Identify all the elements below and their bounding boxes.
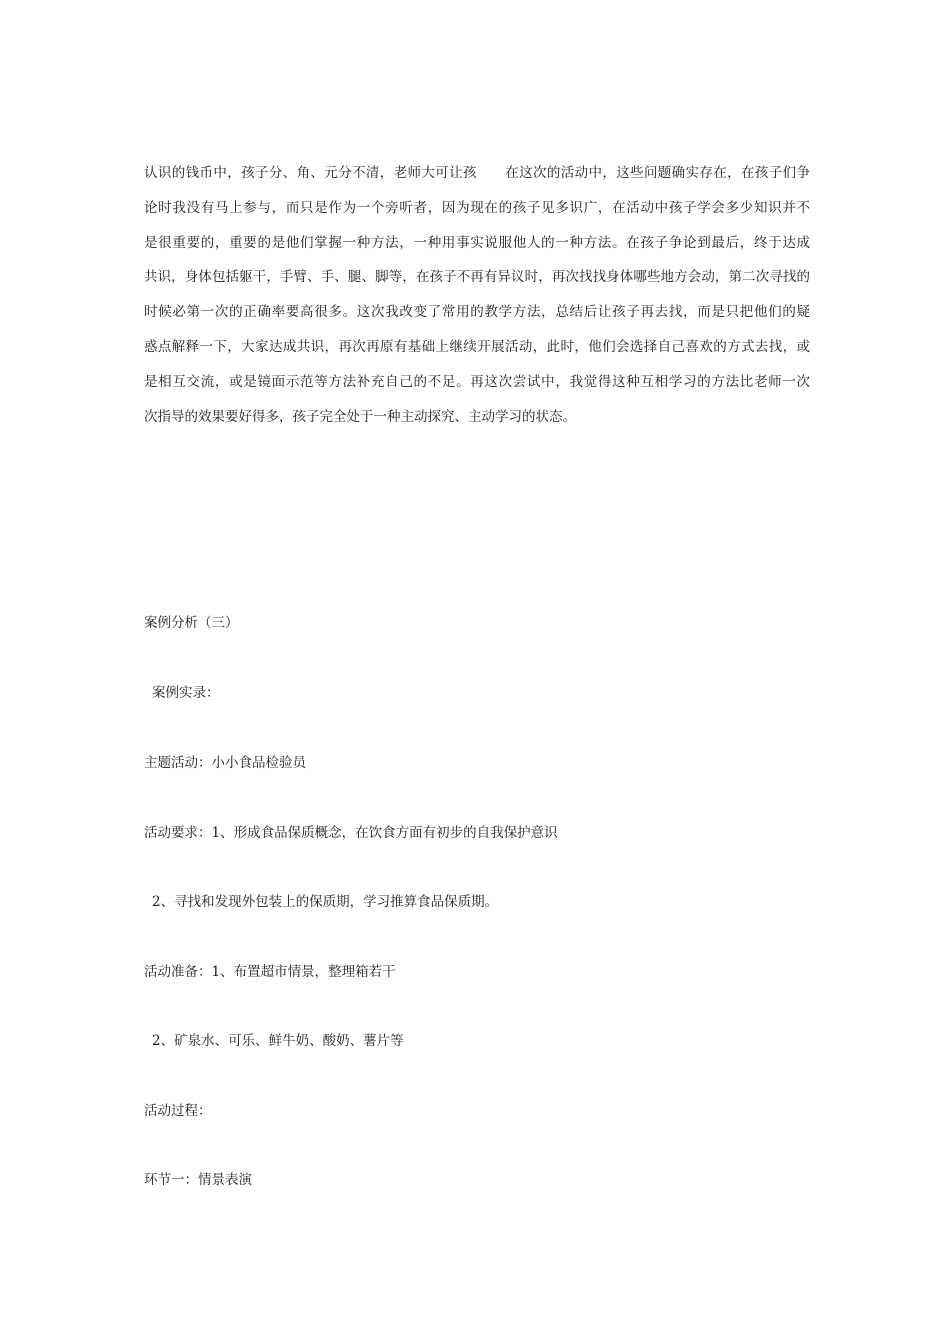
activity-requirement-1: 活动要求：1、形成食品保质概念，在饮食方面有初步的自我保护意识 bbox=[144, 825, 558, 841]
body-paragraph bbox=[144, 156, 810, 434]
stage-1-title: 环节一：情景表演 bbox=[144, 1172, 252, 1188]
paragraph-line-6: 惑点解释一下，大家达成共识，再次再原有基础上继续开展活动，此时，他们会选择自己喜欢的方式去找，或 bbox=[144, 338, 810, 355]
activity-requirement-2: 2、寻找和发现外包装上的保质期，学习推算食品保质期。 bbox=[152, 894, 499, 910]
activity-preparation-2: 2、矿泉水、可乐、鲜牛奶、酸奶、薯片等 bbox=[152, 1033, 404, 1049]
theme-activity: 主题活动：小小食品检验员 bbox=[144, 755, 306, 771]
paragraph-line-8: 次指导的效果要好得多，孩子完全处于一种主动探究、主动学习的状态。 bbox=[144, 408, 576, 425]
case-heading: 案例分析（三） bbox=[144, 615, 239, 631]
paragraph-line-5: 时候必第一次的正确率要高很多。这次我改变了常用的教学方法，总结后让孩子再去找，而是只把他们的疑 bbox=[144, 304, 810, 321]
activity-preparation-1: 活动准备：1、布置超市情景，整理箱若干 bbox=[144, 964, 396, 980]
paragraph-line-4: 共识，身体包括躯干，手臂、手、腿、脚等，在孩子不再有异议时，再次找找身体哪些地方会动，第二次寻找的 bbox=[144, 269, 810, 286]
case-record-label: 案例实录： bbox=[152, 685, 220, 701]
activity-process-label: 活动过程： bbox=[144, 1103, 212, 1119]
paragraph-line-7: 是相互交流，或是镜面示范等方法补充自己的不足。再这次尝试中，我觉得这种互相学习的方法比老师一次 bbox=[144, 373, 810, 390]
paragraph-line-2: 论时我没有马上参与，而只是作为一个旁听者，因为现在的孩子见多识广，在活动中孩子学会多少知识并不 bbox=[144, 199, 810, 216]
paragraph-line-3: 是很重要的，重要的是他们掌握一种方法，一种用事实说服他人的一种方法。在孩子争论到最后，终于达成 bbox=[144, 234, 810, 251]
paragraph-line-1: 认识的钱币中，孩子分、角、元分不清，老师大可让孩 在这次的活动中，这些问题确实存在，在孩子们争 bbox=[144, 165, 811, 181]
